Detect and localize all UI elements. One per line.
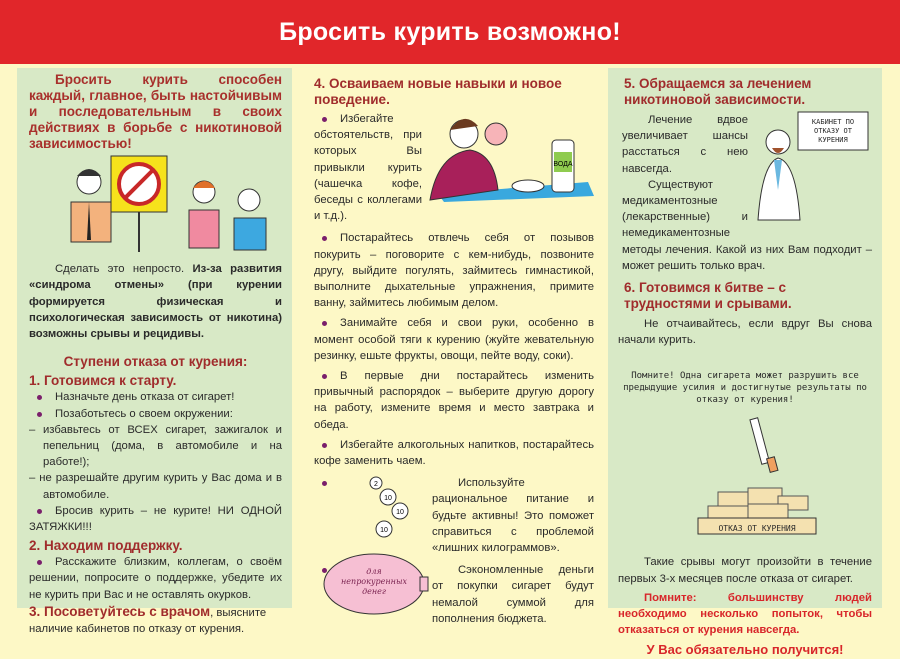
rubble-label: ОТКАЗ ОТ КУРЕНИЯ: [718, 524, 796, 534]
relapse-period-text: Такие срывы могут произойти в течение первых 3-х месяцев после отказа от сигарет.: [618, 556, 872, 585]
list-item: Позаботьтесь о своем окружении:: [29, 406, 282, 422]
broken-cigarette-illustration: [618, 412, 872, 540]
list-item: Назначьте день отказа от сигарет!: [29, 389, 282, 405]
handwritten-note: Помните! Одна сигарета может разрушить все предыдущие усилия и достигнутые результаты по отказу от курения!: [623, 371, 867, 406]
doctor-illustration: [754, 108, 872, 226]
list-item: – избавьтесь от ВСЕХ сигарет, зажигалок и пепельниц (дома, в автомобиле и на работе!);: [29, 423, 282, 469]
bottle-label: ВОДА: [553, 161, 573, 168]
middle-column: [302, 68, 600, 625]
list-item: Избегайте обстоятельств, при которых Вы привыкли курить (чашечка кофе, беседы с коллегами и т.д.).: [314, 111, 594, 224]
coin: 2: [374, 481, 378, 489]
coin: 10: [384, 495, 392, 503]
piggy-label: для непрокуренных денег: [341, 567, 407, 597]
paragraph-plain: Сделать это непросто.: [55, 263, 193, 276]
step-3: [29, 603, 282, 637]
list-item: Расскажите близким, коллегам, о своём решении, попросите о поддержке, убедите их не курить при Вас и не оставлять окурков.: [29, 554, 282, 603]
poster-header: [0, 0, 900, 64]
cabinet-sign: КАБИНЕТ ПО ОТКАЗУ ОТ КУРЕНИЯ: [811, 118, 855, 144]
coin: 10: [380, 527, 388, 535]
step-4-heading: 4. Осваиваем новые навыки и новое поведение.: [314, 76, 562, 107]
remember-text: Помните: большинству людей необходимо несколько попыток, чтобы отказаться от курения навсегда.: [618, 591, 872, 637]
final-slogan: У Вас обязательно получится!: [646, 642, 844, 658]
list-item: В первые дни постарайтесь изменить привычный распорядок – выберите другую дорогу на работу, измените время и место завтрака и обеда.: [314, 368, 594, 433]
relapse-text: Не отчаивайтесь, если вдруг Вы снова начали курить.: [618, 318, 872, 347]
right-panel: [608, 68, 882, 658]
list-item: Используйте рациональное питание и будьте активны! Это поможет справиться с проблемой «лишних килограммов».: [314, 475, 594, 556]
steps-title: Ступени отказа от курения:: [63, 354, 248, 370]
list-item: Избегайте алкогольных напитков, постарайтесь кофе заменить чаем.: [314, 437, 594, 469]
left-panel: [17, 68, 292, 636]
step-3-heading: 3. Посоветуйтесь с врачом: [29, 603, 211, 619]
withdrawal-paragraph: [29, 261, 282, 342]
list-item: Сэкономленные деньги от покупки сигарет будут немалой суммой для пополнения бюджета.: [314, 562, 594, 627]
coin: 10: [396, 509, 404, 517]
list-item: Бросив курить – не курите! НИ ОДНОЙ ЗАТЯЖКИ!!!: [29, 503, 282, 535]
treatment-text-1: Лечение вдвое увеличивает шансы расстаться с нею навсегда.: [622, 114, 748, 175]
poster-title: Бросить курить возможно!: [279, 17, 621, 46]
step-5-heading: 5. Обращаемся за лечением никотиновой зависимости.: [624, 76, 812, 107]
treatment-text-2: Существуют медикаментозные (лекарственные) и немедикаментозные методы лечения. Какой из них Вам подходит – может решить только врач.: [622, 178, 872, 272]
step-1-heading: 1. Готовимся к старту.: [29, 373, 177, 389]
no-smoking-illustration: [29, 152, 279, 256]
list-item: Занимайте себя и свои руки, особенно в момент особой тяги к курению (жуйте жевательную резинку, ешьте фрукты, овощи, пейте воду, соки).: [314, 315, 594, 364]
step-2-heading: 2. Находим поддержку.: [29, 538, 183, 554]
step-3-text: , выясните наличие кабинетов по отказу от курения.: [29, 606, 267, 636]
list-item: – не разрешайте другим курить у Вас дома и в автомобиле.: [29, 472, 282, 501]
intro-text: Бросить курить способен каждый, главное, быть настойчивым и последовательным в своих действиях в борьбе с никотиновой зависимостью!: [29, 72, 282, 151]
paragraph-bold: Из-за развития «синдрома отмены» (при курении формируется физическая и психологическая зависимость от никотина) возможны срывы и рецидивы.: [29, 263, 282, 341]
list-item: Постарайтесь отвлечь себя от позывов покурить – поговорите с кем-нибудь, позвоните другу, выйдите погулять, займитесь гимнастикой, выполните дыхательные упражнения, примите ванну, займитесь любимым делом.: [314, 230, 594, 311]
step-6-heading: 6. Готовимся к битве – с трудностями и срывами.: [624, 280, 792, 312]
